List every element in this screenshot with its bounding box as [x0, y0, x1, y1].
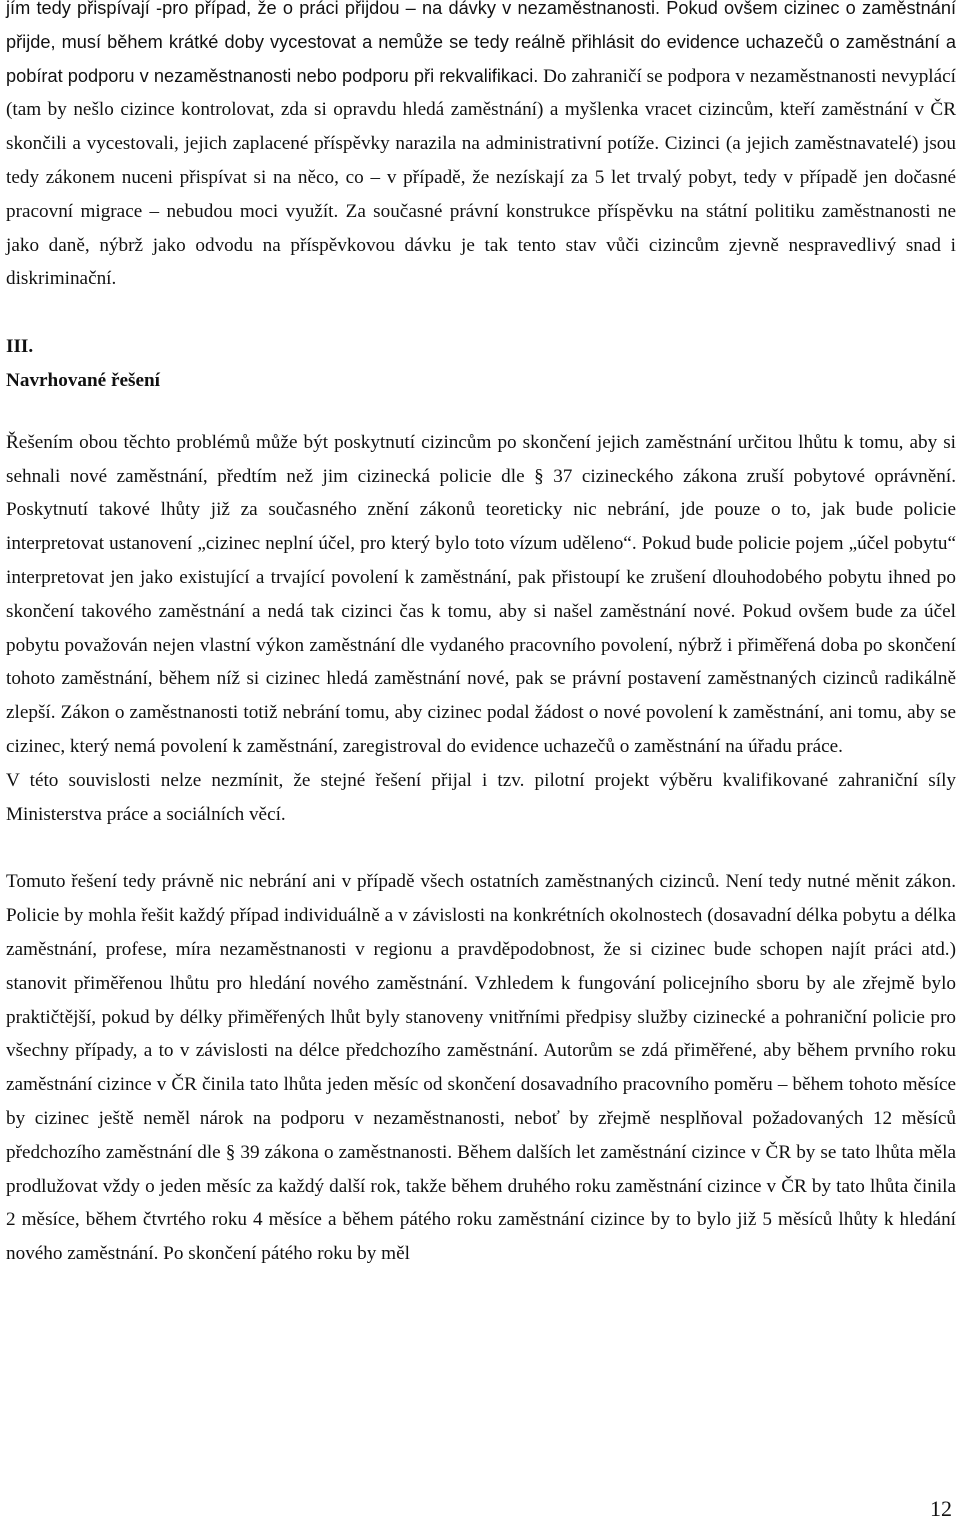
paragraph-1-serif-part: Do zahraničí se podpora v nezaměstnanosti nevyplácí (tam by nešlo cizince kontrolovat, zda si opravdu hledá zaměstnání) a myšlenka vracet cizincům, kteří zaměstnání v ČR skončili a vycestovali, jejich zaplacené příspěvky narazila na administrativní potíže. Cizinci (a jejich zaměstnavatelé) jsou tedy zákonem nuceni přispívat si na něco, co – v případě, že nezískají za 5 let trvalý pobyt, tedy v případě jen dočasné pracovní migrace – nebudou moci využít. Za současné právní konstrukce příspěvku na státní politiku zaměstnanosti ne jako daně, nýbrž jako odvodu na příspěvkovou dávku je tak tento stav vůči cizincům zjevně nespravedlivý snad i diskriminační.	[6, 65, 956, 290]
paragraph-1	[6, 0, 956, 296]
section-number: III.	[6, 336, 34, 358]
paragraph-1-sans-part: jím tedy přispívají -pro případ, že o práci přijdou – na dávky v nezaměstnanosti. Pokud ovšem cizinec o zaměstnání přijde, musí během krátké doby vycestovat a nemůže se tedy reálně přihlásit do evidence uchazečů o zaměstnání a pobírat podporu v nezaměstnanosti nebo podporu při rekvalifikaci.	[6, 0, 956, 86]
paragraph-2: Řešením obou těchto problémů může být poskytnutí cizincům po skončení jejich zaměstnání určitou lhůtu k tomu, aby si sehnali nové zaměstnání, předtím než jim cizinecká policie dle § 37 cizineckého zákona zruší pobytové oprávnění. Poskytnutí takové lhůty již za současného znění zákonů teoreticky nic nebrání, jde pouze o to, jak bude policie interpretovat ustanovení „cizinec neplní účel, pro který bylo toto vízum uděleno“. Pokud bude policie pojem „účel pobytu“ interpretovat jen jako existující a trvající povolení k zaměstnání, pak přistoupí ke zrušení dlouhodobého pobytu ihned po skončení takového zaměstnání a nedá tak cizinci čas k tomu, aby si našel zaměstnání nové. Pokud ovšem bude za účel pobytu považován nejen vlastní výkon zaměstnání dle vydaného pracovního povolení, nýbrž i přiměřená doba po skončení tohoto zaměstnání, během níž si cizinec hledá zaměstnání nové, pak se právní postavení zaměstnaných cizinců radikálně zlepší. Zákon o zaměstnanosti totiž nebrání tomu, aby cizinec podal žádost o nové povolení k zaměstnání, ani tomu, aby se cizinec, který nemá povolení k zaměstnání, zaregistroval do evidence uchazečů o zaměstnání na úřadu práce.	[6, 431, 956, 757]
paragraph-3: V této souvislosti nelze nezmínit, že stejné řešení přijal i tzv. pilotní projekt výběru kvalifikované zahraniční síly Ministerstva práce a sociálních věcí.	[6, 769, 956, 825]
spacer	[6, 296, 956, 330]
spacer	[6, 831, 956, 865]
paragraph-4: Tomuto řešení tedy právně nic nebrání ani v případě všech ostatních zaměstnaných cizinců. Není tedy nutné měnit zákon. Policie by mohla řešit každý případ individuálně a v závislosti na konkrétních okolnostech (dosavadní délka pobytu a délka zaměstnání, profese, míra nezaměstnanosti v regionu a pravděpodobnost, že si cizinec bude schopen najít práci atd.) stanovit přiměřenou lhůtu pro hledání nového zaměstnání. Vzhledem k fungování policejního sboru by ale zřejmě bylo praktičtější, pokud by délky přiměřených lhůt byly stanoveny vnitřními předpisy služby cizinecké a pohraniční policie pro všechny případy, a to v závislosti na délce předchozího zaměstnání. Autorům se zdá přiměřené, aby během prvního roku zaměstnání cizince v ČR činila tato lhůta jeden měsíc od skončení dosavadního pracovního poměru – během tohoto měsíce by cizinec ještě neměl nárok na podporu v nezaměstnanosti, neboť by zřejmě nesplňoval požadovaných 12 měsíců předchozího zaměstnání dle § 39 zákona o zaměstnanosti. Během dalších let zaměstnání cizince v ČR by se tato lhůta měla prodlužovat vždy o jeden měsíc za každý další rok, takže během druhého roku zaměstnání cizince v ČR by tato lhůta činila 2 měsíce, během čtvrtého roku 4 měsíce a během pátého roku zaměstnání cizince by to bylo již 5 měsíců lhůty k hledání nového zaměstnání. Po skončení pátého roku by měl	[6, 871, 956, 1265]
page-number: 12	[930, 1496, 952, 1521]
section-title: Navrhované řešení	[6, 369, 161, 391]
document-page	[6, 0, 956, 1271]
spacer	[6, 398, 956, 426]
